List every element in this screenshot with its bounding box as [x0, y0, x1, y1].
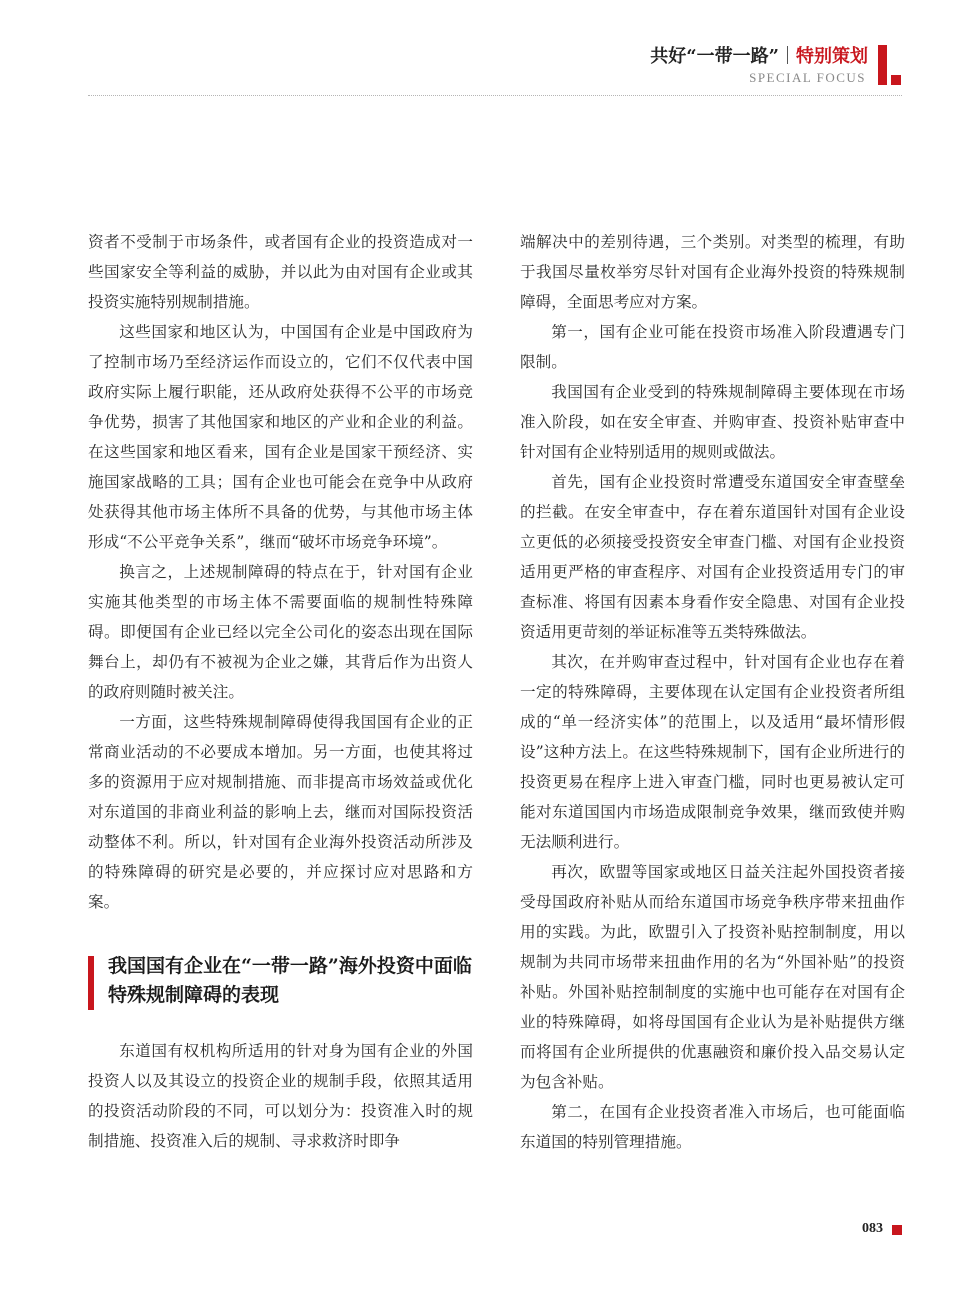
paragraph: 这些国家和地区认为，中国国有企业是中国政府为了控制市场乃至经济运作而设立的，它们不仅代表中国政府实际上履行职能，还从政府处获得不公平的市场竞争优势，损害了其他国家和地区的产业和企业的利益。在这些国家和地区看来，国有企业是国家干预经济、实施国家战略的工具；国有企业也可能会在竞争中从政府处获得其他市场主体所不具备的优势，与其他市场主体形成“不公平竞争关系”，继而“破坏市场竞争环境”。	[88, 323, 473, 551]
paragraph: 第二，在国有企业投资者准入市场后，也可能面临东道国的特别管理措施。	[520, 1103, 905, 1151]
header-title	[650, 42, 868, 68]
header-accent-bar	[878, 45, 887, 85]
left-column	[88, 227, 473, 1156]
magazine-column-title: 共好“一带一路”	[650, 46, 779, 67]
section-heading	[88, 952, 473, 1010]
paragraph: 再次，欧盟等国家或地区日益关注起外国投资者接受母国政府补贴从而给东道国市场竞争秩序带来扭曲作用的实践。为此，欧盟引入了投资补贴控制制度，用以规制为共同市场带来扭曲作用的名为“外国补贴”的投资补贴。外国补贴控制制度的实施中也可能存在对国有企业的特殊障碍，如将母国国有企业认为是补贴提供方继而将国有企业所提供的优惠融资和廉价投入品交易认定为包含补贴。	[520, 863, 905, 1091]
header-dotted-rule	[88, 95, 902, 96]
paragraph: 一方面，这些特殊规制障碍使得我国国有企业的正常商业活动的不必要成本增加。另一方面，也使其将过多的资源用于应对规制措施、而非提高市场效益或优化对东道国的非商业利益的影响上去，继而对国际投资活动整体不利。所以，针对国有企业海外投资活动所涉及的特殊障碍的研究是必要的，并应探讨应对思路和方案。	[88, 713, 473, 911]
paragraph: 首先，国有企业投资时常遭受东道国安全审查壁垒的拦截。在安全审查中，存在着东道国针对国有企业设立更低的必须接受投资安全审查门槛、对国有企业投资适用更严格的审查程序、对国有企业投资适用专门的审查标准、将国有因素本身看作安全隐患、对国有企业投资适用更苛刻的举证标准等五类特殊做法。	[520, 473, 905, 641]
heading-accent-bar	[88, 956, 94, 1010]
section-subtitle: SPECIAL FOCUS	[749, 70, 866, 85]
paragraph: 我国国有企业受到的特殊规制障碍主要体现在市场准入阶段，如在安全审查、并购审查、投资补贴审查中针对国有企业特别适用的规则或做法。	[520, 383, 905, 461]
paragraph: 其次，在并购审查过程中，针对国有企业也存在着一定的特殊障碍，主要体现在认定国有企业投资者所组成的“单一经济实体”的范围上，以及适用“最坏情形假设”这种方法上。在这些特殊规制下，国有企业所进行的投资更易在程序上进入审查门槛，同时也更易被认定可能对东道国国内市场造成限制竞争效果，继而致使并购无法顺利进行。	[520, 653, 905, 851]
section-title: 特别策划	[796, 46, 868, 67]
paragraph: 换言之，上述规制障碍的特点在于，针对国有企业实施其他类型的市场主体不需要面临的规制性特殊障碍。即便国有企业已经以完全公司化的姿态出现在国际舞台上，却仍有不被视为企业之嫌，其背后作为出资人的政府则随时被关注。	[88, 563, 473, 701]
paragraph: 第一，国有企业可能在投资市场准入阶段遭遇专门限制。	[520, 323, 905, 371]
paragraph: 资者不受制于市场条件，或者国有企业的投资造成对一些国家安全等利益的威胁，并以此为由对国有企业或其投资实施特别规制措施。	[88, 233, 473, 311]
paragraph: 端解决中的差别待遇，三个类别。对类型的梳理，有助于我国尽量枚举穷尽针对国有企业海外投资的特殊规制障碍，全面思考应对方案。	[520, 233, 905, 311]
paragraph: 东道国有权机构所适用的针对身为国有企业的外国投资人以及其设立的投资企业的规制手段，依照其适用的投资活动阶段的不同，可以划分为：投资准入时的规制措施、投资准入后的规制、寻求救济时即争	[88, 1042, 473, 1150]
right-column	[520, 227, 905, 1157]
header-divider	[787, 46, 788, 64]
page-number: 083	[862, 1221, 883, 1236]
header-accent-square	[891, 75, 901, 85]
page-number-square	[892, 1225, 902, 1235]
section-heading-text: 我国国有企业在“一带一路”海外投资中面临特殊规制障碍的表现	[108, 955, 472, 1006]
